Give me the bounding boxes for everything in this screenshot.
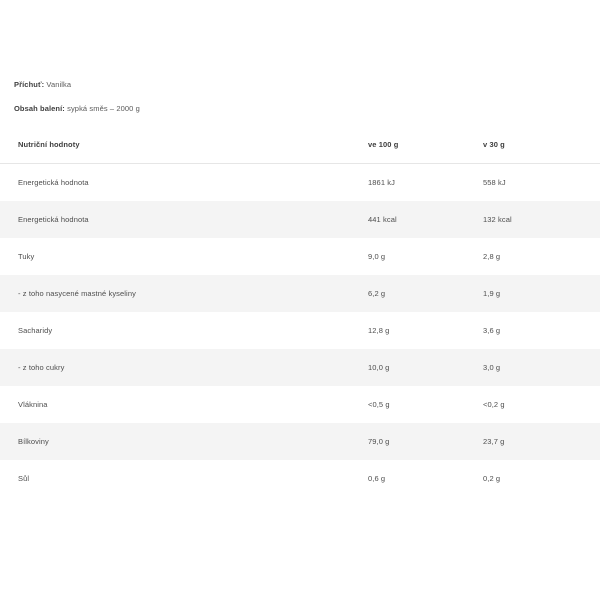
row-value-100g: 10,0 g [368,349,483,386]
table-row [0,386,600,423]
table-row [0,238,600,275]
column-header-per-100g: ve 100 g [368,126,483,164]
row-value-100g: 1861 kJ [368,164,483,202]
row-value-30g: 23,7 g [483,423,600,460]
row-value-100g: 9,0 g [368,238,483,275]
package-content-label: Obsah balení: [14,104,65,113]
flavour-line [0,78,600,92]
row-nutrient-name: Energetická hodnota [0,164,368,202]
table-row [0,460,600,497]
row-value-30g: 3,6 g [483,312,600,349]
row-value-30g: 558 kJ [483,164,600,202]
table-row [0,201,600,238]
package-content-value: sypká směs – 2000 g [67,104,140,113]
row-nutrient-name: Tuky [0,238,368,275]
row-value-30g: 1,9 g [483,275,600,312]
row-value-100g: 12,8 g [368,312,483,349]
row-value-30g: 132 kcal [483,201,600,238]
package-content-line [0,102,600,116]
table-row [0,349,600,386]
column-header-nutrient: Nutriční hodnoty [0,126,368,164]
flavour-label: Příchuť: [14,80,45,89]
nutrition-table-body [0,164,600,498]
table-row [0,275,600,312]
row-value-30g: 3,0 g [483,349,600,386]
nutrition-table [0,126,600,497]
row-nutrient-name: Energetická hodnota [0,201,368,238]
document-content [0,78,600,497]
table-row [0,164,600,202]
flavour-value: Vanilka [46,80,72,89]
row-value-30g: 2,8 g [483,238,600,275]
row-nutrient-name: Vláknina [0,386,368,423]
row-value-100g: 79,0 g [368,423,483,460]
row-value-100g: 6,2 g [368,275,483,312]
row-value-100g: 0,6 g [368,460,483,497]
row-nutrient-name: Sůl [0,460,368,497]
table-row [0,423,600,460]
row-value-30g: <0,2 g [483,386,600,423]
row-value-30g: 0,2 g [483,460,600,497]
table-header-row [0,126,600,164]
row-nutrient-name: Sacharidy [0,312,368,349]
row-value-100g: <0,5 g [368,386,483,423]
column-header-per-30g: v 30 g [483,126,600,164]
row-nutrient-name: Bílkoviny [0,423,368,460]
nutrition-table-head [0,126,600,164]
table-row [0,312,600,349]
row-nutrient-name: - z toho cukry [0,349,368,386]
row-value-100g: 441 kcal [368,201,483,238]
row-nutrient-name: - z toho nasycené mastné kyseliny [0,275,368,312]
